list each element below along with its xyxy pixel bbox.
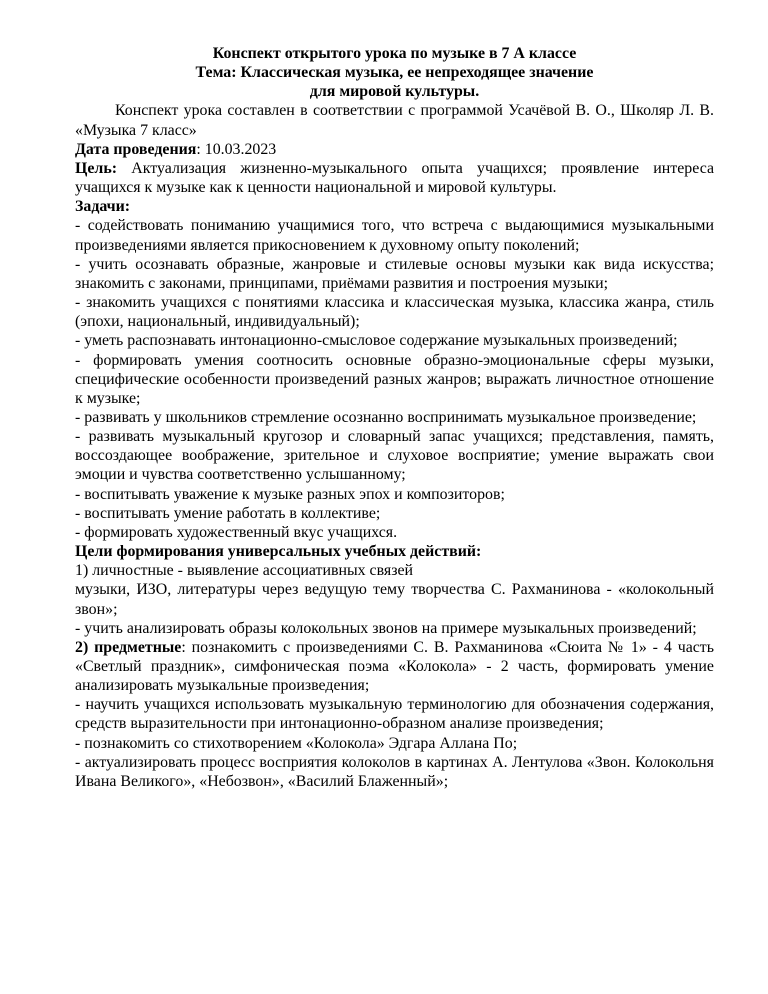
subject-label: 2) предметные (75, 638, 182, 656)
subject-item: - познакомить со стихотворением «Колокола» Эдгара Аллана По; (75, 734, 518, 752)
subject-text: : познакомить с произведениями С. В. Рахманинова «Сюита № 1» - 4 часть «Светлый праздник», симфоническая поэма «Колокола» - 2 часть, формировать умение анализировать музыкальные произведения; (75, 638, 714, 695)
document-title-line-1: Конспект открытого урока по музыке в 7 А классе (212, 45, 577, 62)
subject-item: - актуализировать процесс восприятия колоколов в картинах А. Лентулова «Звон. Колокольня Ивана Великого», «Небозвон», «Василий Блаженный»; (75, 753, 714, 790)
subject-paragraph (75, 638, 714, 695)
task-item: - воспитывать уважение к музыке разных эпох и композиторов; (75, 485, 505, 503)
tasks-heading: Задачи: (75, 198, 131, 216)
task-item: - учить осознавать образные, жанровые и стилевые основы музыки как вида искусства; знакомить с законами, принципами, приёмами развития и построения музыки; (75, 255, 714, 292)
goal-paragraph (75, 159, 714, 197)
task-item: - развивать у школьников стремление осознанно воспринимать музыкальное произведение; (75, 408, 697, 426)
task-item: - воспитывать умение работать в коллективе; (75, 504, 381, 522)
task-item: - развивать музыкальный кругозор и словарный запас учащихся; представления, память, воссоздающее воображение, зрительное и слуховое восприятие; умение выражать свои эмоции и чувства соответственно услышанному; (75, 428, 714, 484)
goal-label: Цель: (75, 159, 118, 177)
document-page (75, 44, 714, 791)
goal-text: Актуализация жизненно-музыкального опыта учащихся; проявление интереса учащихся к музыке как к ценности национальной и мировой культуры. (75, 159, 714, 197)
subject-item: - научить учащихся использовать музыкальную терминологию для обозначения содержания, средств выразительности при интонационно-образном анализе произведения; (75, 696, 714, 733)
personal-item: - учить анализировать образы колокольных звонов на примере музыкальных произведений; (75, 619, 697, 637)
personal-line-1: 1) личностные - выявление ассоциативных связей (75, 562, 414, 580)
date-label: Дата проведения (75, 140, 197, 158)
task-item: - знакомить учащихся с понятиями классика и классическая музыка, классика жанра, стиль (эпохи, национальный, индивидуальный); (75, 294, 714, 331)
document-title-line-2: Тема: Классическая музыка, ее непреходящее значение (195, 64, 594, 82)
task-item: - формировать художественный вкус учащихся. (75, 523, 398, 541)
personal-line-2: музыки, ИЗО, литературы через ведущую тему творчества С. Рахманинова - «колокольный звон»; (75, 581, 714, 618)
intro-paragraph: Конспект урока составлен в соответствии с программой Усачёвой В. О., Школяр Л. В. «Музыка 7 класс» (75, 102, 714, 139)
date-value: : 10.03.2023 (196, 140, 277, 158)
task-item: - уметь распознавать интонационно-смысловое содержание музыкальных произведений; (75, 332, 678, 350)
uud-heading: Цели формирования универсальных учебных действий: (75, 543, 482, 561)
date-line (75, 140, 714, 159)
task-item: - содействовать пониманию учащимися того, что встреча с выдающимися музыкальными произведениями является прикосновением к духовному опыту поколений; (75, 217, 714, 254)
document-title-line-3: для мировой культуры. (309, 83, 480, 101)
task-item: - формировать умения соотносить основные образно-эмоциональные сферы музыки, специфические особенности произведений разных жанров; выражать личностное отношение к музыке; (75, 351, 714, 407)
